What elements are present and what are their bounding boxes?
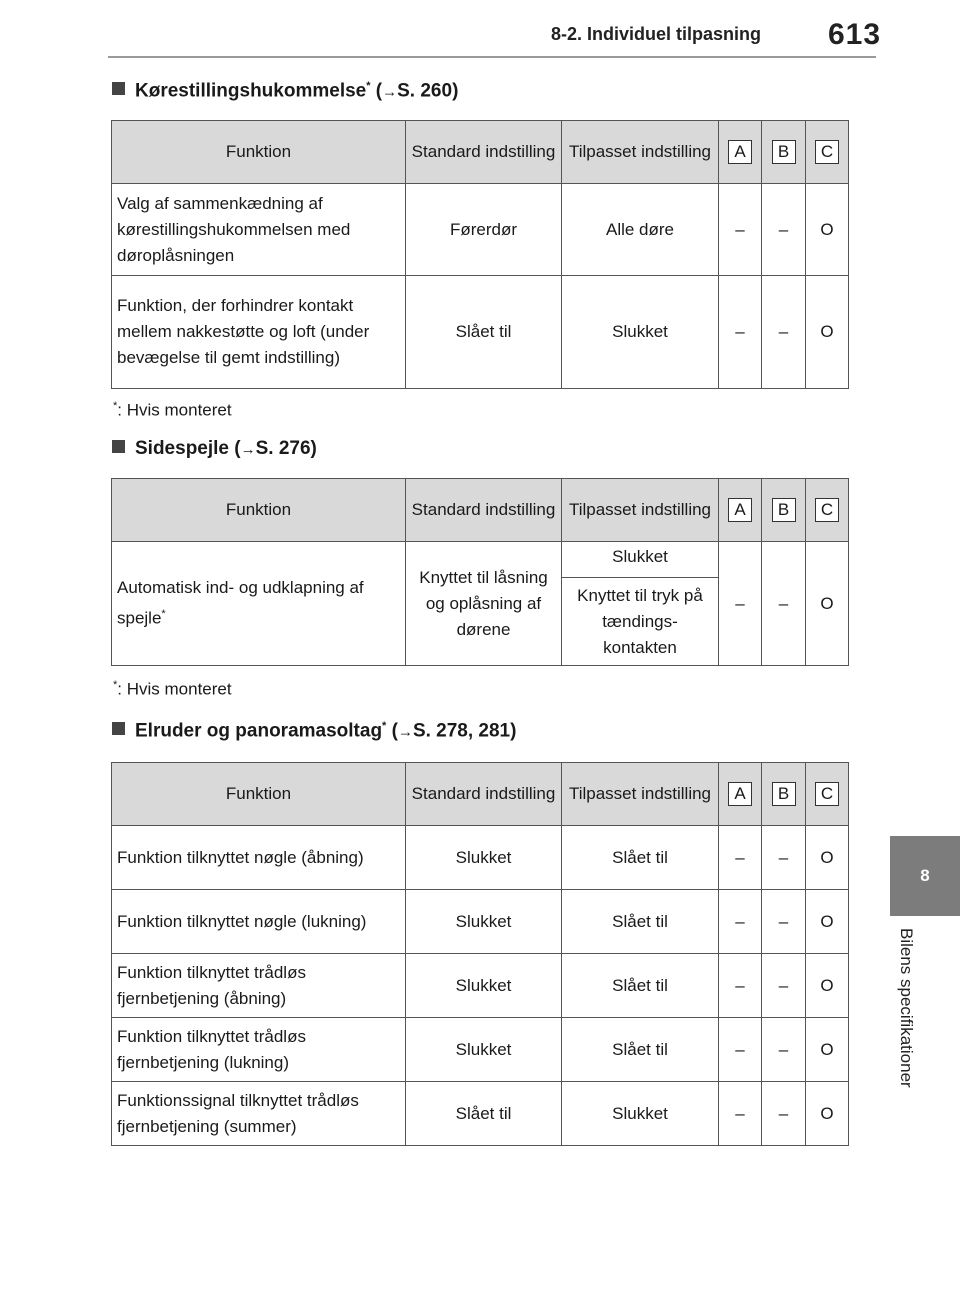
cell-custom: Slukket (562, 276, 719, 389)
cell-standard: Slået til (406, 1082, 562, 1146)
table-seat-memory (111, 120, 849, 389)
cell-standard: Slukket (406, 826, 562, 890)
cell-function: Funktion tilknyttet trådløs fjernbetjening (åbning) (112, 954, 406, 1018)
setting-type-a-badge: A (728, 140, 752, 164)
cell-standard: Knyttet til låsning og oplåsning af dørene (406, 542, 562, 666)
cell-standard: Førerdør (406, 184, 562, 276)
cell-b: – (762, 890, 806, 954)
setting-type-c-badge: C (815, 782, 839, 806)
table-row (112, 276, 849, 389)
cell-a: – (719, 276, 762, 389)
section-title-text: Kørestillingshukommelse (135, 80, 367, 102)
cell-a: – (719, 826, 762, 890)
arrow-right-icon: → (240, 441, 256, 458)
column-header-c (806, 479, 849, 542)
cell-b: – (762, 954, 806, 1018)
bullet-square-icon (112, 440, 125, 453)
cell-custom: Slået til (562, 954, 719, 1018)
arrow-right-icon: → (382, 83, 398, 101)
cell-c: O (806, 542, 849, 666)
cell-standard: Slukket (406, 1018, 562, 1082)
table-header-row (112, 763, 849, 826)
table-power-windows (111, 762, 849, 1146)
footnote-text: : Hvis monteret (117, 400, 232, 420)
bullet-square-icon (112, 82, 125, 95)
setting-type-b-badge: B (772, 140, 796, 164)
cell-standard: Slukket (406, 890, 562, 954)
page-reference: S. 260 (397, 80, 453, 102)
column-header-standard: Standard indstilling (406, 121, 562, 184)
cell-custom: Alle døre (562, 184, 719, 276)
cell-custom: Knyttet til tryk på tændings- kontakten (562, 578, 719, 666)
section-title-text: Elruder og panoramasoltag (135, 720, 383, 742)
cell-b: – (762, 276, 806, 389)
chapter-label: Bilens specifikationer (897, 928, 916, 1088)
column-header-custom: Tilpasset indstilling (562, 763, 719, 826)
cell-c: O (806, 184, 849, 276)
column-header-a (719, 763, 762, 826)
table-row (112, 954, 849, 1018)
column-header-function: Funktion (112, 479, 406, 542)
setting-type-c-badge: C (815, 140, 839, 164)
column-header-custom: Tilpasset indstilling (562, 479, 719, 542)
cell-c: O (806, 276, 849, 389)
cell-c: O (806, 1018, 849, 1082)
cell-function: Funktion tilknyttet trådløs fjernbetjening (lukning) (112, 1018, 406, 1082)
footnote-text: : Hvis monteret (117, 679, 232, 699)
setting-type-c-badge: C (815, 498, 839, 522)
setting-type-b-badge: B (772, 782, 796, 806)
column-header-b (762, 479, 806, 542)
cell-a: – (719, 542, 762, 666)
cell-custom: Slukket (562, 1082, 719, 1146)
setting-type-a-badge: A (728, 498, 752, 522)
table-row (112, 1018, 849, 1082)
column-header-c (806, 763, 849, 826)
section-title-power-windows: Elruder og panoramasoltag* (→S. 278, 281) (112, 720, 516, 742)
column-header-c (806, 121, 849, 184)
table-side-mirrors (111, 478, 849, 666)
cell-b: – (762, 542, 806, 666)
cell-function-text: Automatisk ind- og udklapning af spejle (117, 578, 364, 628)
column-header-standard: Standard indstilling (406, 763, 562, 826)
footnote: *: Hvis monteret (113, 679, 232, 699)
cell-custom: Slået til (562, 826, 719, 890)
table-header-row (112, 479, 849, 542)
cell-function: Funktionssignal tilknyttet trådløs fjernbetjening (summer) (112, 1082, 406, 1146)
column-header-b (762, 763, 806, 826)
column-header-a (719, 121, 762, 184)
setting-type-a-badge: A (728, 782, 752, 806)
section-title-seat-memory: Kørestillingshukommelse* (→S. 260) (112, 80, 458, 102)
column-header-function: Funktion (112, 121, 406, 184)
cell-a: – (719, 1018, 762, 1082)
cell-b: – (762, 184, 806, 276)
section-title-side-mirrors: Sidespejle (→S. 276) (112, 438, 317, 460)
cell-a: – (719, 890, 762, 954)
cell-standard: Slukket (406, 954, 562, 1018)
chapter-tab: 8 (890, 836, 960, 916)
section-header: 8-2. Individuel tilpasning (551, 24, 762, 44)
cell-c: O (806, 1082, 849, 1146)
cell-c: O (806, 826, 849, 890)
table-row (112, 184, 849, 276)
column-header-function: Funktion (112, 763, 406, 826)
bullet-square-icon (112, 722, 125, 735)
cell-function: Funktion tilknyttet nøgle (åbning) (112, 826, 406, 890)
cell-b: – (762, 1082, 806, 1146)
cell-b: – (762, 1018, 806, 1082)
cell-c: O (806, 954, 849, 1018)
column-header-custom: Tilpasset indstilling (562, 121, 719, 184)
cell-a: – (719, 184, 762, 276)
cell-function: Funktion, der forhindrer kontakt mellem nakkestøtte og loft (under bevægelse til gemt indstilling) (112, 276, 406, 389)
cell-a: – (719, 1082, 762, 1146)
cell-standard: Slået til (406, 276, 562, 389)
footnote-marker: * (366, 80, 371, 92)
cell-c: O (806, 890, 849, 954)
table-row (112, 826, 849, 890)
table-header-row (112, 121, 849, 184)
section-title-text: Sidespejle (135, 438, 229, 459)
page-reference: S. 278, 281 (412, 720, 511, 742)
cell-custom: Slukket (562, 542, 719, 578)
column-header-b (762, 121, 806, 184)
column-header-standard: Standard indstilling (406, 479, 562, 542)
arrow-right-icon: → (397, 723, 413, 741)
table-row (112, 1082, 849, 1146)
cell-function: Funktion tilknyttet nøgle (lukning) (112, 890, 406, 954)
cell-function (112, 542, 406, 666)
cell-function: Valg af sammenkædning af kørestillingshukommelsen med døroplåsningen (112, 184, 406, 276)
column-header-a (719, 479, 762, 542)
cell-custom: Slået til (562, 890, 719, 954)
header-divider (108, 56, 876, 58)
page-reference: S. 276 (255, 438, 311, 459)
footnote-marker: * (382, 720, 387, 732)
table-row (112, 890, 849, 954)
footnote: *: Hvis monteret (113, 400, 232, 420)
page-number: 613 (828, 18, 882, 51)
table-row (112, 542, 849, 578)
cell-custom: Slået til (562, 1018, 719, 1082)
footnote-marker: * (161, 608, 166, 621)
setting-type-b-badge: B (772, 498, 796, 522)
cell-a: – (719, 954, 762, 1018)
cell-b: – (762, 826, 806, 890)
